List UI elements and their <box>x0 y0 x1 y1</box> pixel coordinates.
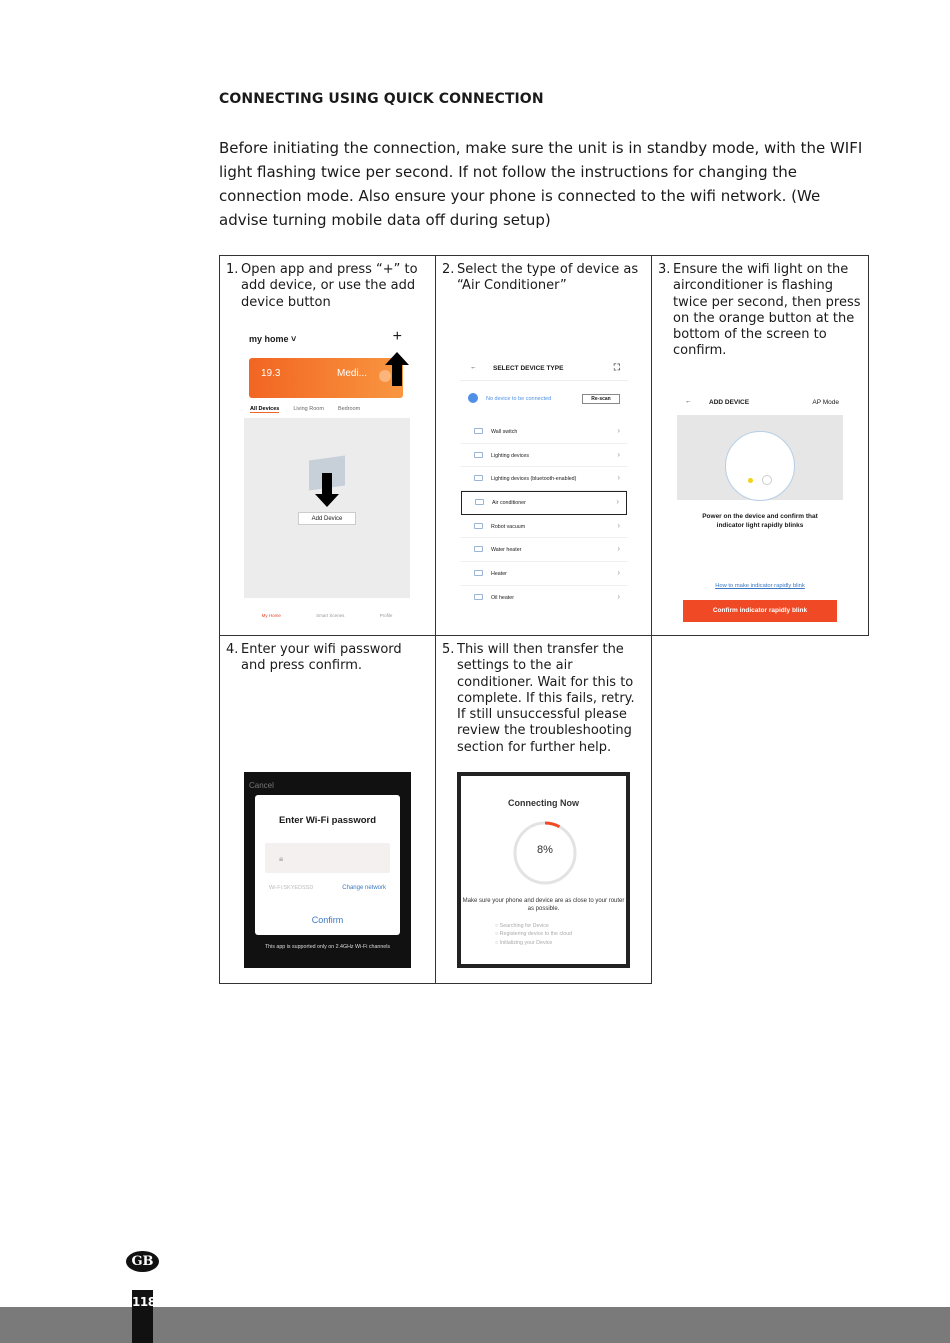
device-area <box>244 418 410 598</box>
step-number: 5. <box>442 642 455 657</box>
wifi-password-screenshot <box>244 772 411 968</box>
nav-smart-scenes[interactable]: Smart Scenes <box>316 613 345 618</box>
arrow-up-icon <box>385 352 409 386</box>
list-item-label: Wall switch <box>491 429 518 435</box>
step-text: Open app and press “+” to add device, or use the add device button <box>241 262 418 310</box>
intro-paragraph: Before initiating the connection, make sure the unit is in standby mode, with the WIFI light flashing twice per second. If not follow the instructions for changing the connection mode. Also ensure your phone is connected to the wifi network. (We advise turning mobile data off during setup) <box>219 139 863 229</box>
empty-cell <box>652 636 869 984</box>
wifi-dialog-title: Enter Wi-Fi password <box>278 815 377 826</box>
chevron-right-icon: › <box>617 520 620 530</box>
wifi-dialog <box>255 795 400 935</box>
status-item: ○ Searching for Device <box>495 923 549 929</box>
add-device-button[interactable]: Add Device <box>298 512 356 525</box>
chevron-right-icon: › <box>616 497 619 507</box>
indicator-light-icon <box>748 478 753 483</box>
list-item[interactable] <box>460 444 628 468</box>
status-item: ○ Initializing your Device <box>495 939 553 946</box>
device-type-screenshot <box>460 357 628 609</box>
confirm-blink-button[interactable]: Confirm indicator rapidly blink <box>683 600 837 622</box>
language-badge: GB <box>126 1251 159 1272</box>
ac-icon <box>475 499 484 505</box>
water-heater-icon <box>474 546 483 552</box>
list-item-air-conditioner[interactable] <box>461 491 627 515</box>
connecting-screenshot <box>457 772 630 968</box>
step-text: Ensure the wifi light on the airconditioner is flashing twice per second, then press on the orange button at the bottom of the screen to confirm. <box>673 262 861 359</box>
add-device-title: ADD DEVICE <box>709 399 750 406</box>
power-icon <box>762 475 772 485</box>
ap-mode-screenshot <box>677 391 843 624</box>
list-item[interactable] <box>460 420 628 444</box>
list-item-label: Robot vacuum <box>491 523 526 530</box>
list-item-label: Lighting devices <box>491 452 529 459</box>
vacuum-icon <box>474 523 483 529</box>
confirm-message: Power on the device and confirm that indicator light rapidly blinks <box>702 513 818 529</box>
rescan-button[interactable]: Re-scan <box>582 394 620 404</box>
status-list <box>495 922 572 947</box>
bottom-nav <box>244 598 410 620</box>
device-type-header <box>460 357 628 381</box>
weather-status: Medi... <box>337 368 368 379</box>
chevron-right-icon: › <box>617 591 620 601</box>
status-label: Registering device to the cloud <box>499 931 573 938</box>
support-note: This app is supported only on 2.4GHz Wi-Fi channels <box>264 944 391 950</box>
list-item[interactable] <box>460 586 628 609</box>
list-item-label: Water heater <box>491 547 522 554</box>
step-text: This will then transfer the settings to the air conditioner. Wait for this to complete. If this fails, retry. If still unsuccessful please review the troubleshooting section for further help. <box>457 642 635 755</box>
list-item-label: Lighting devices (bluetooth-enabled) <box>491 476 577 483</box>
step-number: 2. <box>442 262 455 277</box>
cancel-link[interactable]: Cancel <box>249 781 274 790</box>
list-item-label: Air conditioner <box>492 500 526 507</box>
proximity-hint: Make sure your phone and device are as close to your router as possible. <box>462 898 625 912</box>
step-text: Enter your wifi password and press confirm. <box>241 642 402 674</box>
home-title: my home ˅ <box>249 334 297 344</box>
status-label: Searching for Device <box>499 923 549 929</box>
back-arrow-icon[interactable]: ← <box>470 364 477 371</box>
status-item: ○ Registering device to the cloud <box>495 931 573 938</box>
scan-icon[interactable]: ⛶ <box>613 362 620 372</box>
device-icon <box>474 428 483 434</box>
status-label: Initializing your Device <box>499 939 553 946</box>
page-number: 118 <box>132 1290 153 1343</box>
room-tabs <box>250 406 360 413</box>
ap-mode-label[interactable]: AP Mode <box>812 399 839 406</box>
device-illustration <box>677 415 843 500</box>
chevron-right-icon: › <box>617 568 620 578</box>
list-item[interactable] <box>460 515 628 539</box>
chevron-right-icon: › <box>617 544 620 554</box>
tab-bedroom[interactable]: Bedroom <box>337 406 361 412</box>
step-number: 3. <box>658 262 671 277</box>
bulb-icon <box>474 475 483 481</box>
nav-profile[interactable]: Profile <box>379 613 393 618</box>
connecting-title: Connecting Now <box>508 798 579 808</box>
bulb-icon <box>474 452 483 458</box>
arrow-down-icon <box>315 473 339 507</box>
heater-icon <box>474 570 483 576</box>
lock-icon: 🔒︎ <box>279 854 284 863</box>
confirm-button[interactable]: Confirm <box>311 915 344 925</box>
list-item-label: Heater <box>491 571 507 578</box>
change-network-link[interactable]: Change network <box>342 885 386 891</box>
list-item-label: Oil heater <box>491 594 514 601</box>
device-type-list <box>460 420 628 609</box>
add-device-header <box>677 391 843 415</box>
step-text: Select the type of device as “Air Conditioner” <box>457 262 639 294</box>
device-icon <box>725 431 795 501</box>
tab-living-room[interactable]: Living Room <box>293 406 324 412</box>
step-number: 4. <box>226 642 239 657</box>
list-item[interactable] <box>460 562 628 586</box>
no-device-text: No device to be connected <box>486 396 552 402</box>
add-plus-button[interactable]: + <box>392 328 402 345</box>
step-number: 1. <box>226 262 239 277</box>
oil-heater-icon <box>474 594 483 600</box>
chevron-right-icon: › <box>617 426 620 435</box>
wifi-ssid: Wi-Fi:SKYEDSSD <box>269 885 314 891</box>
list-item[interactable] <box>460 467 628 491</box>
chevron-right-icon: › <box>617 449 620 459</box>
back-arrow-icon[interactable]: ← <box>685 398 692 405</box>
nav-my-home[interactable]: My Home <box>261 613 281 618</box>
list-item[interactable] <box>460 538 628 562</box>
weather-card <box>249 358 403 398</box>
bluetooth-icon <box>468 393 478 403</box>
progress-percent: 8% <box>537 844 553 856</box>
password-input[interactable] <box>265 843 390 873</box>
help-link[interactable]: How to make indicator rapidly blink <box>715 583 805 589</box>
device-type-title: SELECT DEVICE TYPE <box>493 365 564 372</box>
page-heading: CONNECTING USING QUICK CONNECTION <box>219 91 544 107</box>
temperature: 19.3 <box>261 368 281 379</box>
chevron-right-icon: › <box>617 473 620 483</box>
tab-all-devices[interactable]: All Devices <box>250 406 280 412</box>
